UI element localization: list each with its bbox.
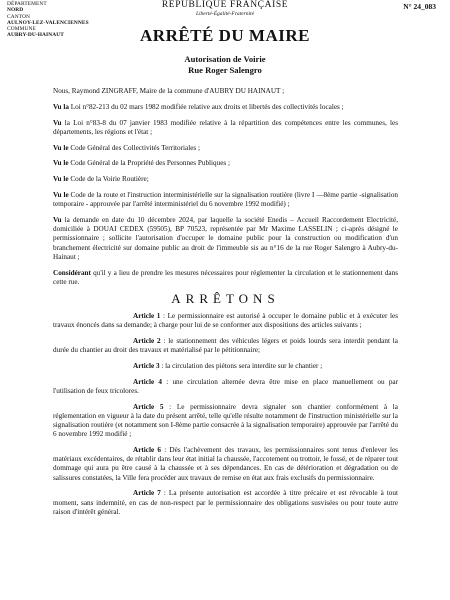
vu-text: Code de la route et l'instruction interministérielle sur la signalisation routière (livre I —8ème partie -signalisation temporaire - approuvée par l'arrêté interministériel du 6 novembre 1992 modifié) ; — [53, 190, 399, 209]
admin-line: COMMUNE — [7, 26, 36, 33]
document-subtitle — [0, 54, 450, 76]
article-text: : Dès l'achèvement des travaux, les permissionnaires sont tenus d'enlever les matériaux excédentaires, de rétablir dans leur état initial la chaussée, l'accotement ou trottoir, le fossé, et de réparer tout dommage qui aura pu être causé à la chaussée et à ses dépendances. En cas de détérioration et dégradation ou de salissures constatées, la Ville fera procéder aux travaux de remise en état aux frais exclusifs du permissionnaire. — [53, 446, 398, 482]
document-title: ARRÊTÉ DU MAIRE — [140, 26, 310, 45]
considerant-paragraph — [53, 269, 398, 287]
republic-title: RÉPUBLIQUE FRANÇAISE — [161, 0, 289, 10]
vu-text: Code de la Voirie Routière; — [68, 175, 149, 184]
vu-paragraph — [53, 175, 398, 184]
article-text: : La présente autorisation est accordée à titre précaire et est révocable à tout moment, sans indemnité, en cas de non-respect par le permissionnaire des obligations susvisées ou pour toute autre raison d'intérêt général. — [53, 489, 398, 516]
vu-paragraph — [53, 119, 398, 137]
article-label: Article 2 — [133, 336, 161, 345]
vu-text: Loi n°82-213 du 02 mars 1982 modifiée relative aux droits et libertés des collectivités locales ; — [68, 102, 344, 111]
considerant-lead: Considérant — [53, 268, 91, 277]
republic-header — [0, 0, 450, 18]
subtitle-line: Rue Roger Salengro — [188, 65, 262, 75]
article-paragraph — [53, 378, 398, 396]
document-number: N° 24_083 — [403, 2, 436, 11]
vu-lead: Vu — [53, 215, 62, 224]
article-label: Article 7 — [133, 489, 161, 498]
vu-text: Code Général des Collectivités Territoriales ; — [68, 143, 201, 152]
document-body — [53, 87, 398, 524]
article-text: : Le permissionnaire est autorisé à occuper le domaine public et à exécuter les travaux énoncés dans sa demande; à charge pour lui de se conformer aux dispositions des articles suivants ; — [53, 311, 398, 329]
admin-line: AUBRY-DU-HAINAUT — [7, 32, 64, 39]
vu-lead: Vu — [53, 118, 62, 127]
vu-paragraph — [53, 144, 398, 153]
article-label: Article 4 — [133, 377, 162, 386]
subtitle-line: Autorisation de Voirie — [184, 54, 266, 64]
admin-line: CANTON — [7, 13, 30, 20]
vu-text: la Loi n°83-8 du 07 janvier 1983 modifiée relative à la répartition des compétences entre les communes, les départements, les régions et l'état ; — [53, 118, 398, 136]
vu-lead: Vu le — [53, 159, 69, 168]
vu-lead: Vu le — [53, 175, 69, 184]
vu-paragraph — [53, 103, 398, 112]
article-label: Article 3 — [133, 361, 160, 370]
article-label: Article 6 — [133, 446, 161, 454]
vu-lead: Vu le — [53, 190, 69, 199]
article-text: : une circulation alternée devra être mise en place manuellement ou par l'utilisation de feux tricolores. — [53, 377, 398, 395]
vu-lead: Vu le — [53, 143, 69, 152]
article-label: Article 5 — [133, 402, 164, 411]
arretons-heading: ARRÊTONS — [171, 290, 280, 306]
article-paragraph — [53, 337, 398, 355]
vu-paragraph — [53, 216, 398, 262]
vu-paragraph — [53, 191, 398, 209]
vu-lead: Vu la — [53, 102, 69, 111]
article-text: : Le permissionnaire devra signaler son chantier conformément à la réglementation en vigueur à la date du présent arrêté, telle qu'elle résulte notamment de l'instruction ministérielle sur la signalisation routière (et notamment son I-8ème partie consacrée à la signalisation temporaire) approuvée par l'arrêté du 6 novembre 1992 modifié ; — [53, 402, 398, 439]
admin-line: DÉPARTEMENT — [7, 1, 47, 7]
article-paragraph — [53, 489, 398, 517]
vu-text: Code Général de la Propriété des Personnes Publiques ; — [68, 159, 230, 168]
article-paragraph — [53, 403, 398, 440]
article-paragraph — [53, 312, 398, 330]
intro-paragraph: Nous, Raymond ZINGRAFF, Maire de la commune d'AUBRY DU HAINAUT ; — [53, 87, 285, 95]
article-text: : la circulation des piétons sera interdite sur le chantier ; — [159, 361, 323, 370]
considerant-text: qu'il y a lieu de prendre les mesures nécessaires pour réglementer la circulation et le stationnement dans cette rue. — [53, 268, 398, 286]
article-paragraph — [53, 446, 398, 483]
article-paragraph — [53, 362, 398, 371]
article-label: Article 1 — [133, 311, 161, 320]
article-text: : le stationnement des véhicules légers et poids lourds sera interdit pendant la durée du chantier au droit des travaux et matérialisé par le pétitionnaire; — [53, 336, 398, 354]
vu-text: la demande en date du 10 décembre 2024, par laquelle la société Enedis – Accueil Raccordement Electricité, domiciliée à DOUAI CEDEX (59505), BP 70523, représentée par Mr Maxime LASSELIN ; ci-après désigné le permissionnaire ; sollicite l'autorisation d'occuper le domaine public pour la construction ou modification d'un branchement électricité sur domaine public au droit de l'immeuble sis au n°16 de la rue Roger Salengro à Aubry-du-Hainaut ; — [53, 215, 398, 261]
republic-motto: Liberté-Égalité-Fraternité — [195, 11, 255, 17]
admin-line: AULNOY-LEZ-VALENCIENNES — [7, 19, 89, 26]
admin-line: NORD — [7, 7, 24, 14]
vu-paragraph — [53, 159, 398, 168]
